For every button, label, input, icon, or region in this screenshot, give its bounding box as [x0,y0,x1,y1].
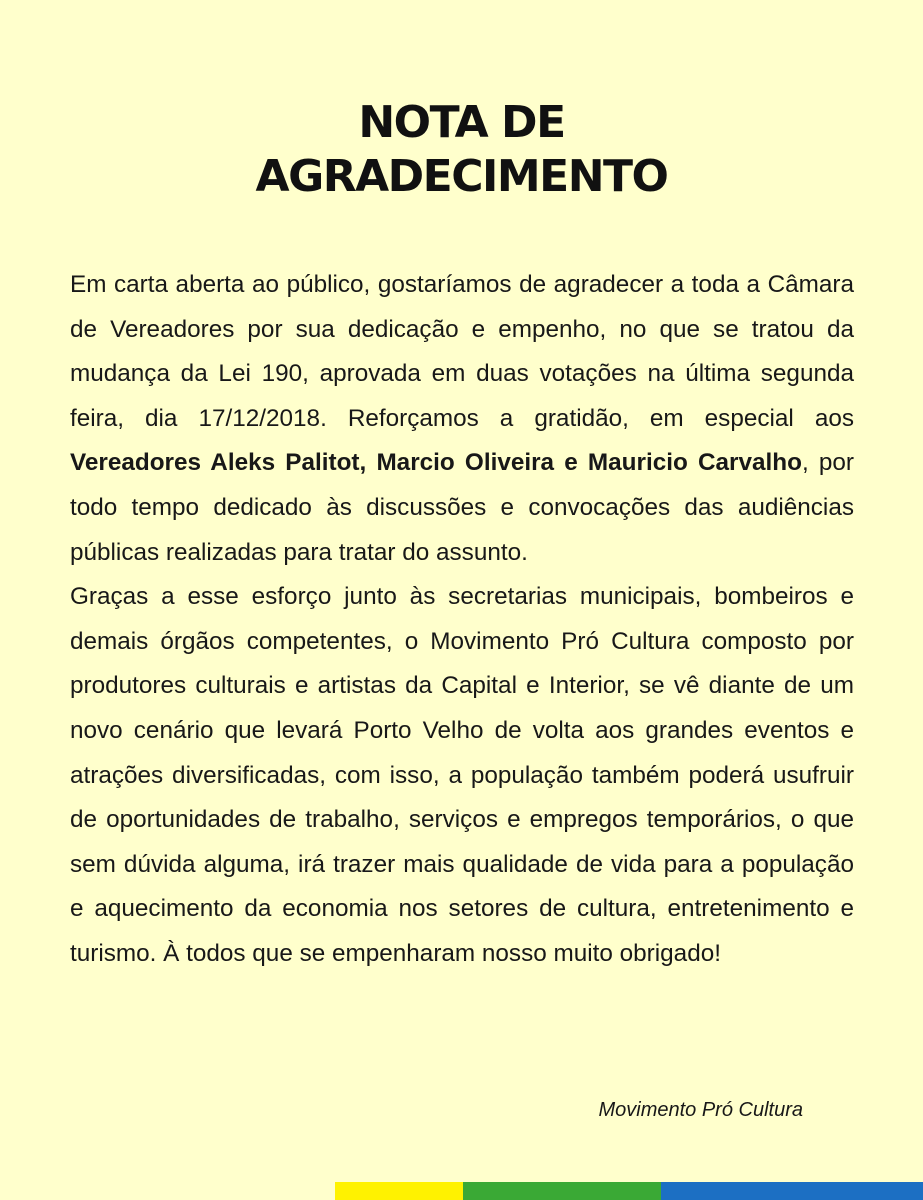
green-stripe [463,1182,661,1200]
title-line-2: AGRADECIMENTO [255,151,668,202]
title-line-1: NOTA DE [358,97,565,148]
signature: Movimento Pró Cultura [598,1099,803,1121]
paragraph-1 [70,263,854,575]
blue-stripe [661,1182,923,1200]
paragraph-1-end: , por todo tempo dedicado às discussões e convocações das audiências públicas realizadas para tratar do assunto. [70,449,854,566]
letter-body [70,263,854,977]
yellow-stripe [335,1182,463,1200]
paragraph-2: Graças a esse esforço junto às secretarias municipais, bombeiros e demais órgãos competentes, o Movimento Pró Cultura composto por produtores culturais e artistas da Capital e Interior, se vê diante de um novo cenário que levará Porto Velho de volta aos grandes eventos e atrações diversificadas, com isso, a população também poderá usufruir de oportunidades de trabalho, serviços e empregos temporários, o que sem dúvida alguma, irá trazer mais qualidade de vida para a população e aquecimento da economia nos setores de cultura, entretenimento e turismo. À todos que se empenharam nosso muito obrigado! [70,583,854,967]
paragraph-1-intro: Em carta aberta ao público, gostaríamos de agradecer a toda a Câmara de Vereadores por sua dedicação e empenho, no que se tratou da mudança da Lei 190, aprovada em duas votações na última segunda feira, dia 17/12/2018. Reforçamos a gratidão, em especial aos [70,271,854,432]
councillors-names: Vereadores Aleks Palitot, Marcio Oliveira e Mauricio Carvalho [70,449,802,477]
page-title [0,96,923,204]
